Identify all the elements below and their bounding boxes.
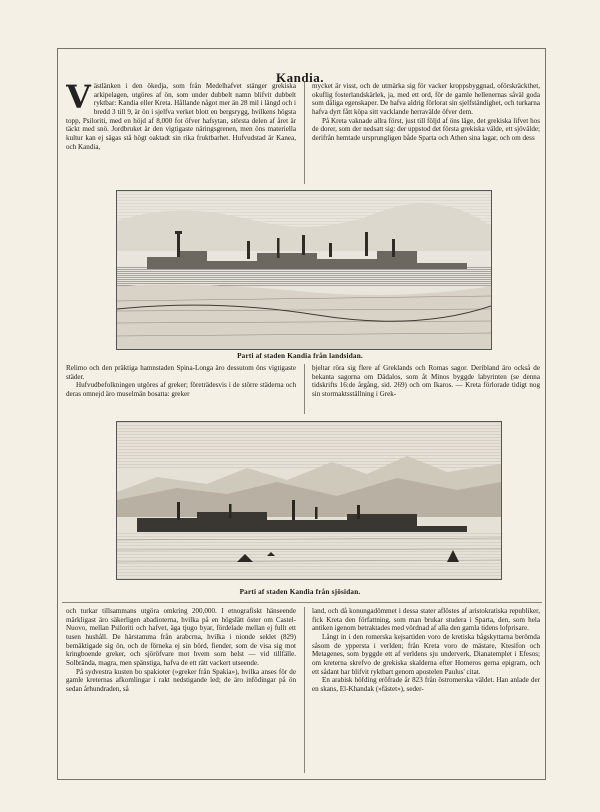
intro-text: ästlänken i den ökedja, som från Medelhafvet stänger grekiska arkipelagen, utgöres af ön, som under dubbelt namn blifvit dubbelt ryktbar: Kandia eller Kreta. Hållande något mer än 28 mil i längd och i bredd 3 till 9, är ön i sjelfva verket blott en bergsrygg, hvilkens högsta topp, Psiloriti, med en höjd af 8,000 fot öfver hafsytan, största delen af året är täckt med snö. Jordbruket är den vigtigaste näringsgrenen, men öns materiella kultur kan ej sägas stå högt oaktadt sin rika fruktbarhet. Hufvudstad är Kanea, och Kandia, bbox=[66, 82, 296, 151]
caption-landside: Parti af staden Kandia från landsidan. bbox=[237, 352, 363, 360]
paragraph: mycket är visst, och de utmärka sig för vacker kroppsbyggnad, oförskräckthet, okuflig fosterlandskärlek, ja, med ett ord, för de gamle hellenernas såväl goda som dåliga egenskaper. De hafva aldrig förlorat sin sjelfständighet, och turkarna hafva dyrt fått köpa sitt vacklande herravälde öfver dem. bbox=[312, 82, 540, 116]
paragraph: bjeltar röra sig flere af Greklands och Romas sagor. Deribland äro också de bekanta sagorna om Dädalos, som åt Minos byggde labyrinten (se denna tidskrifts 16:de årgång, sid. 269) och om Ikaros. — Kreta förlorade tidigt nog sin stormaktsställning i Grek- bbox=[312, 364, 540, 398]
drop-cap: V bbox=[66, 82, 91, 116]
column-rule bbox=[304, 364, 305, 414]
column-right-2 bbox=[312, 364, 540, 412]
column-left-2 bbox=[66, 364, 296, 412]
column-right-1 bbox=[312, 82, 540, 182]
column-left-1 bbox=[66, 82, 296, 182]
engraving-landside bbox=[116, 190, 492, 350]
column-rule bbox=[304, 607, 305, 773]
landside-illustration bbox=[117, 191, 491, 349]
paragraph: Långt in i den romerska kejsartiden voro de kretiska bågskyttarna berömda såsom de yppersta i verlden; från Kreta voro de mästare, Ktesifon och Metagenes, som byggde ett af verldens sju underverk, Dianatemplet i Efesos; om kreterna skrefvo de grekiska skalderna efter Homeros gerna epigram, och ett sådant har blifvit ryktbart genom apostelen Paulus' citat. bbox=[312, 632, 540, 676]
article-title: Kandia. bbox=[276, 70, 324, 85]
engraving-seaside bbox=[116, 421, 502, 580]
caption-seaside: Parti af staden Kandia från sjösidan. bbox=[239, 588, 361, 596]
paragraph: Relimo och den präktiga hamnstaden Spina-Longa äro dessutom öns vigtigaste städer. bbox=[66, 364, 296, 381]
divider bbox=[62, 602, 542, 603]
column-rule bbox=[304, 82, 305, 184]
paragraph: En arabisk höfding eröfrade år 823 från östromerska väldet. Han anlade der en skans, El-Khandak (»fästet»), seder- bbox=[312, 676, 540, 693]
paragraph: På Kreta vaknade allra först, just till följd af öns läge, det grekiska lifvet hos de dorer, som der nedsatt sig: der uppstod det första grekiska välde, ett sjövälde; derifrån hemtade ursprungligen både Sparta och Athen sina lagar, och om dess bbox=[312, 116, 540, 142]
column-right-3 bbox=[312, 607, 540, 773]
column-left-3 bbox=[66, 607, 296, 773]
paragraph: och turkar tillsammans utgöra omkring 200,000. I etnografiskt hänseende märkligast äro säkerligen abadioterna, hvilka på en högslätt öster om Castel-Nuovo, mellan Psiloriti och hafvet, äga tjugo byar, fördelade mellan ej fullt ett tusen hushåll. De härstamma från arabcrna, hvilka i nionde seklet (829) bemäktigade sig ön, och de förneka ej sin börd, fiender, som de visa sig mot kringboende greker, och sjöröfvare mot hvem som helst — vid tillfälle. Solbrända, magra, men spänstiga, hafva de ett rätt vackert utseende. bbox=[66, 607, 296, 667]
paragraph: land, och då konungadömmet i dessa stater aflöstes af aristokratiska republiker, fick Kreta den författning, som man brukar studera i Sparta, den, som hela antiken igenom betraktades med vördnad af alla den gamla tidens lofprisare. bbox=[312, 607, 540, 633]
paragraph: På sydvestra kusten bo spakioter (»greker från Spakia»), hvilka anses för de gamle kreternas afkomlingar i rakt nedstigande led; de äro infödingar på ön sedan århundraden, så bbox=[66, 667, 296, 693]
paragraph: Hufvudbefolkningen utgöres af greker; företrädesvis i de större städerna och deras omnejd äro muselmän bosatta: greker bbox=[66, 381, 296, 398]
seaside-illustration bbox=[117, 422, 501, 579]
